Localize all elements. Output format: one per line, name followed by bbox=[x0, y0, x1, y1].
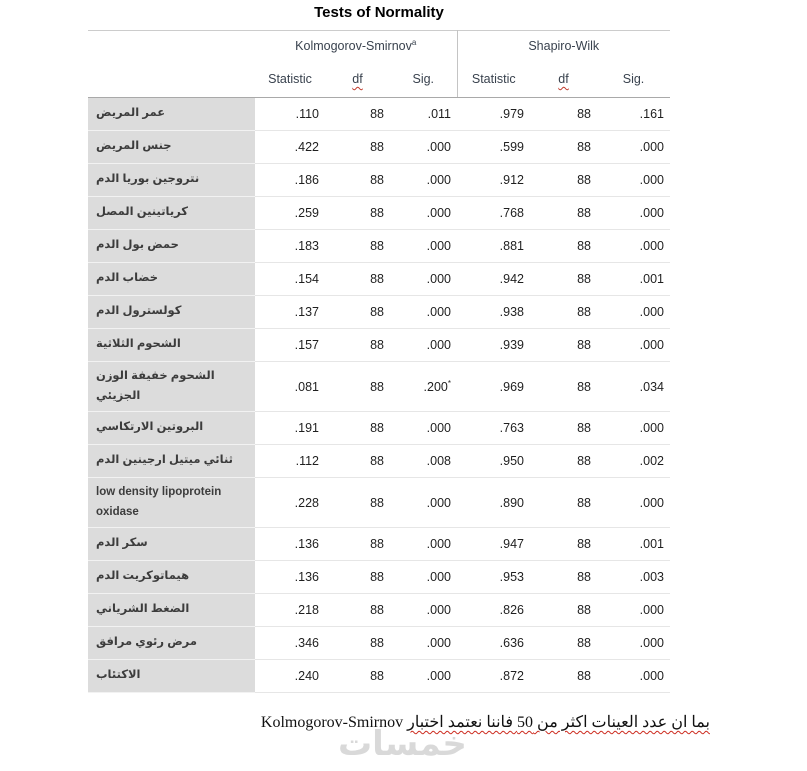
value-cell: 88 bbox=[530, 98, 597, 131]
value-cell: .137 bbox=[255, 296, 325, 329]
value-cell: .826 bbox=[457, 594, 530, 627]
value-cell: 88 bbox=[325, 362, 390, 412]
table-row bbox=[88, 660, 670, 693]
footnote-arabic-text: بما ان عدد العينات اكثر من 50 فاننا نعتمد اختبار bbox=[407, 714, 710, 731]
footnote-marker-a: a bbox=[411, 37, 417, 47]
row-label: ثنائي ميتيل ارجينين الدم bbox=[88, 445, 255, 478]
sw-statistic-header: Statistic bbox=[457, 61, 530, 98]
value-cell: .136 bbox=[255, 561, 325, 594]
value-cell: .000 bbox=[597, 478, 670, 528]
value-cell: .000 bbox=[597, 329, 670, 362]
asterisk-marker: * bbox=[447, 378, 452, 388]
value-cell: .969 bbox=[457, 362, 530, 412]
value-cell: .942 bbox=[457, 263, 530, 296]
table-row bbox=[88, 594, 670, 627]
table-row bbox=[88, 445, 670, 478]
table-row bbox=[88, 164, 670, 197]
value-cell: .938 bbox=[457, 296, 530, 329]
value-cell: 88 bbox=[325, 660, 390, 693]
value-cell: 88 bbox=[530, 164, 597, 197]
table-row bbox=[88, 528, 670, 561]
ks-df-header: df bbox=[325, 61, 390, 98]
table-row bbox=[88, 478, 670, 528]
value-cell: .157 bbox=[255, 329, 325, 362]
sw-sig-header: Sig. bbox=[597, 61, 670, 98]
value-cell: .011 bbox=[390, 98, 457, 131]
value-cell: .008 bbox=[390, 445, 457, 478]
sub-header-row bbox=[88, 61, 670, 98]
row-label: جنس المريض bbox=[88, 131, 255, 164]
value-cell: .979 bbox=[457, 98, 530, 131]
table-header bbox=[88, 31, 670, 98]
value-cell: .000 bbox=[390, 478, 457, 528]
table-row bbox=[88, 627, 670, 660]
table-row bbox=[88, 98, 670, 131]
value-cell: .000 bbox=[390, 131, 457, 164]
value-cell: 88 bbox=[530, 362, 597, 412]
value-cell: .000 bbox=[390, 627, 457, 660]
watermark: خمسات bbox=[338, 724, 467, 764]
row-label: كرياتينين المصل bbox=[88, 197, 255, 230]
value-cell: .000 bbox=[390, 296, 457, 329]
value-cell: 88 bbox=[325, 263, 390, 296]
row-label: الضغط الشرياني bbox=[88, 594, 255, 627]
value-cell: .000 bbox=[597, 230, 670, 263]
value-cell: .161 bbox=[597, 98, 670, 131]
value-cell: .912 bbox=[457, 164, 530, 197]
table-row bbox=[88, 561, 670, 594]
value-cell: .154 bbox=[255, 263, 325, 296]
value-cell: .191 bbox=[255, 412, 325, 445]
value-cell: .034 bbox=[597, 362, 670, 412]
value-cell: .000 bbox=[597, 627, 670, 660]
value-cell: .183 bbox=[255, 230, 325, 263]
value-cell: 88 bbox=[530, 594, 597, 627]
page-title: Tests of Normality bbox=[314, 4, 444, 21]
table-body bbox=[88, 98, 670, 693]
row-label: حمض بول الدم bbox=[88, 230, 255, 263]
value-cell: 88 bbox=[530, 627, 597, 660]
value-cell: .000 bbox=[597, 660, 670, 693]
value-cell: 88 bbox=[530, 412, 597, 445]
value-cell: .000 bbox=[390, 528, 457, 561]
value-cell: .228 bbox=[255, 478, 325, 528]
row-label: البروتين الارتكاسي bbox=[88, 412, 255, 445]
value-cell: .000 bbox=[390, 412, 457, 445]
value-cell: 88 bbox=[325, 478, 390, 528]
row-label: مرض رئوي مرافق bbox=[88, 627, 255, 660]
value-cell: .081 bbox=[255, 362, 325, 412]
value-cell: .636 bbox=[457, 627, 530, 660]
value-cell: 88 bbox=[325, 561, 390, 594]
value-cell: .000 bbox=[390, 561, 457, 594]
value-cell: 88 bbox=[530, 296, 597, 329]
value-cell: 88 bbox=[325, 528, 390, 561]
row-label: سكر الدم bbox=[88, 528, 255, 561]
value-cell: 88 bbox=[530, 230, 597, 263]
value-cell: .890 bbox=[457, 478, 530, 528]
value-cell: .950 bbox=[457, 445, 530, 478]
value-cell: .003 bbox=[597, 561, 670, 594]
value-cell: .002 bbox=[597, 445, 670, 478]
value-cell: .953 bbox=[457, 561, 530, 594]
value-cell: .186 bbox=[255, 164, 325, 197]
value-cell: .947 bbox=[457, 528, 530, 561]
value-cell: .000 bbox=[390, 164, 457, 197]
ks-statistic-header: Statistic bbox=[255, 61, 325, 98]
value-cell: 88 bbox=[530, 561, 597, 594]
value-cell: .240 bbox=[255, 660, 325, 693]
table-row bbox=[88, 329, 670, 362]
row-label: الاكتئاب bbox=[88, 660, 255, 693]
value-cell: .768 bbox=[457, 197, 530, 230]
value-cell: 88 bbox=[530, 263, 597, 296]
sw-group-header bbox=[457, 31, 670, 62]
row-label: الشحوم الثلاثية bbox=[88, 329, 255, 362]
value-cell: 88 bbox=[325, 627, 390, 660]
value-cell: 88 bbox=[530, 445, 597, 478]
normality-table bbox=[88, 30, 670, 693]
sw-group-label: Shapiro-Wilk bbox=[528, 39, 600, 53]
table-row bbox=[88, 131, 670, 164]
value-cell: .422 bbox=[255, 131, 325, 164]
table-row bbox=[88, 412, 670, 445]
value-cell: 88 bbox=[325, 445, 390, 478]
row-label: عمر المريض bbox=[88, 98, 255, 131]
value-cell: .001 bbox=[597, 263, 670, 296]
value-cell: .259 bbox=[255, 197, 325, 230]
value-cell: .200* bbox=[390, 362, 457, 412]
row-label: low density lipoprotein oxidase bbox=[88, 478, 255, 528]
value-cell: .000 bbox=[597, 412, 670, 445]
value-cell: 88 bbox=[530, 478, 597, 528]
value-cell: 88 bbox=[530, 528, 597, 561]
value-cell: .000 bbox=[390, 197, 457, 230]
value-cell: 88 bbox=[325, 296, 390, 329]
footnote bbox=[261, 712, 710, 732]
ks-group-header bbox=[255, 31, 457, 62]
value-cell: 88 bbox=[325, 412, 390, 445]
value-cell: .218 bbox=[255, 594, 325, 627]
group-header-row bbox=[88, 31, 670, 62]
value-cell: .346 bbox=[255, 627, 325, 660]
table-row bbox=[88, 263, 670, 296]
value-cell: .000 bbox=[390, 230, 457, 263]
ks-sig-header: Sig. bbox=[390, 61, 457, 98]
value-cell: .939 bbox=[457, 329, 530, 362]
value-cell: .001 bbox=[597, 528, 670, 561]
row-label: الشحوم خفيفة الوزن الجزيئي bbox=[88, 362, 255, 412]
value-cell: .000 bbox=[390, 263, 457, 296]
value-cell: .000 bbox=[597, 296, 670, 329]
value-cell: .763 bbox=[457, 412, 530, 445]
value-cell: 88 bbox=[325, 594, 390, 627]
value-cell: .000 bbox=[390, 329, 457, 362]
footnote-latin-text: Kolmogorov-Smirnov bbox=[260, 714, 404, 731]
sw-df-header: df bbox=[530, 61, 597, 98]
table-row bbox=[88, 230, 670, 263]
value-cell: 88 bbox=[530, 131, 597, 164]
value-cell: .000 bbox=[597, 197, 670, 230]
value-cell: 88 bbox=[325, 131, 390, 164]
label-column-header bbox=[88, 31, 255, 62]
value-cell: 88 bbox=[325, 98, 390, 131]
value-cell: 88 bbox=[530, 660, 597, 693]
value-cell: .000 bbox=[597, 594, 670, 627]
table-row bbox=[88, 362, 670, 412]
value-cell: .112 bbox=[255, 445, 325, 478]
value-cell: 88 bbox=[325, 230, 390, 263]
value-cell: 88 bbox=[325, 164, 390, 197]
value-cell: .000 bbox=[597, 164, 670, 197]
value-cell: .872 bbox=[457, 660, 530, 693]
value-cell: 88 bbox=[325, 197, 390, 230]
value-cell: .000 bbox=[390, 660, 457, 693]
value-cell: 88 bbox=[530, 329, 597, 362]
value-cell: 88 bbox=[325, 329, 390, 362]
value-cell: .599 bbox=[457, 131, 530, 164]
row-label: نتروجين بوريا الدم bbox=[88, 164, 255, 197]
value-cell: .881 bbox=[457, 230, 530, 263]
label-column-subheader bbox=[88, 61, 255, 98]
value-cell: .136 bbox=[255, 528, 325, 561]
row-label: هيماتوكريت الدم bbox=[88, 561, 255, 594]
value-cell: .000 bbox=[597, 131, 670, 164]
row-label: خضاب الدم bbox=[88, 263, 255, 296]
ks-group-label: Kolmogorov-Smirnov bbox=[295, 39, 412, 53]
table-row bbox=[88, 197, 670, 230]
value-cell: 88 bbox=[530, 197, 597, 230]
value-cell: .110 bbox=[255, 98, 325, 131]
value-cell: .000 bbox=[390, 594, 457, 627]
row-label: كولسترول الدم bbox=[88, 296, 255, 329]
table-row bbox=[88, 296, 670, 329]
